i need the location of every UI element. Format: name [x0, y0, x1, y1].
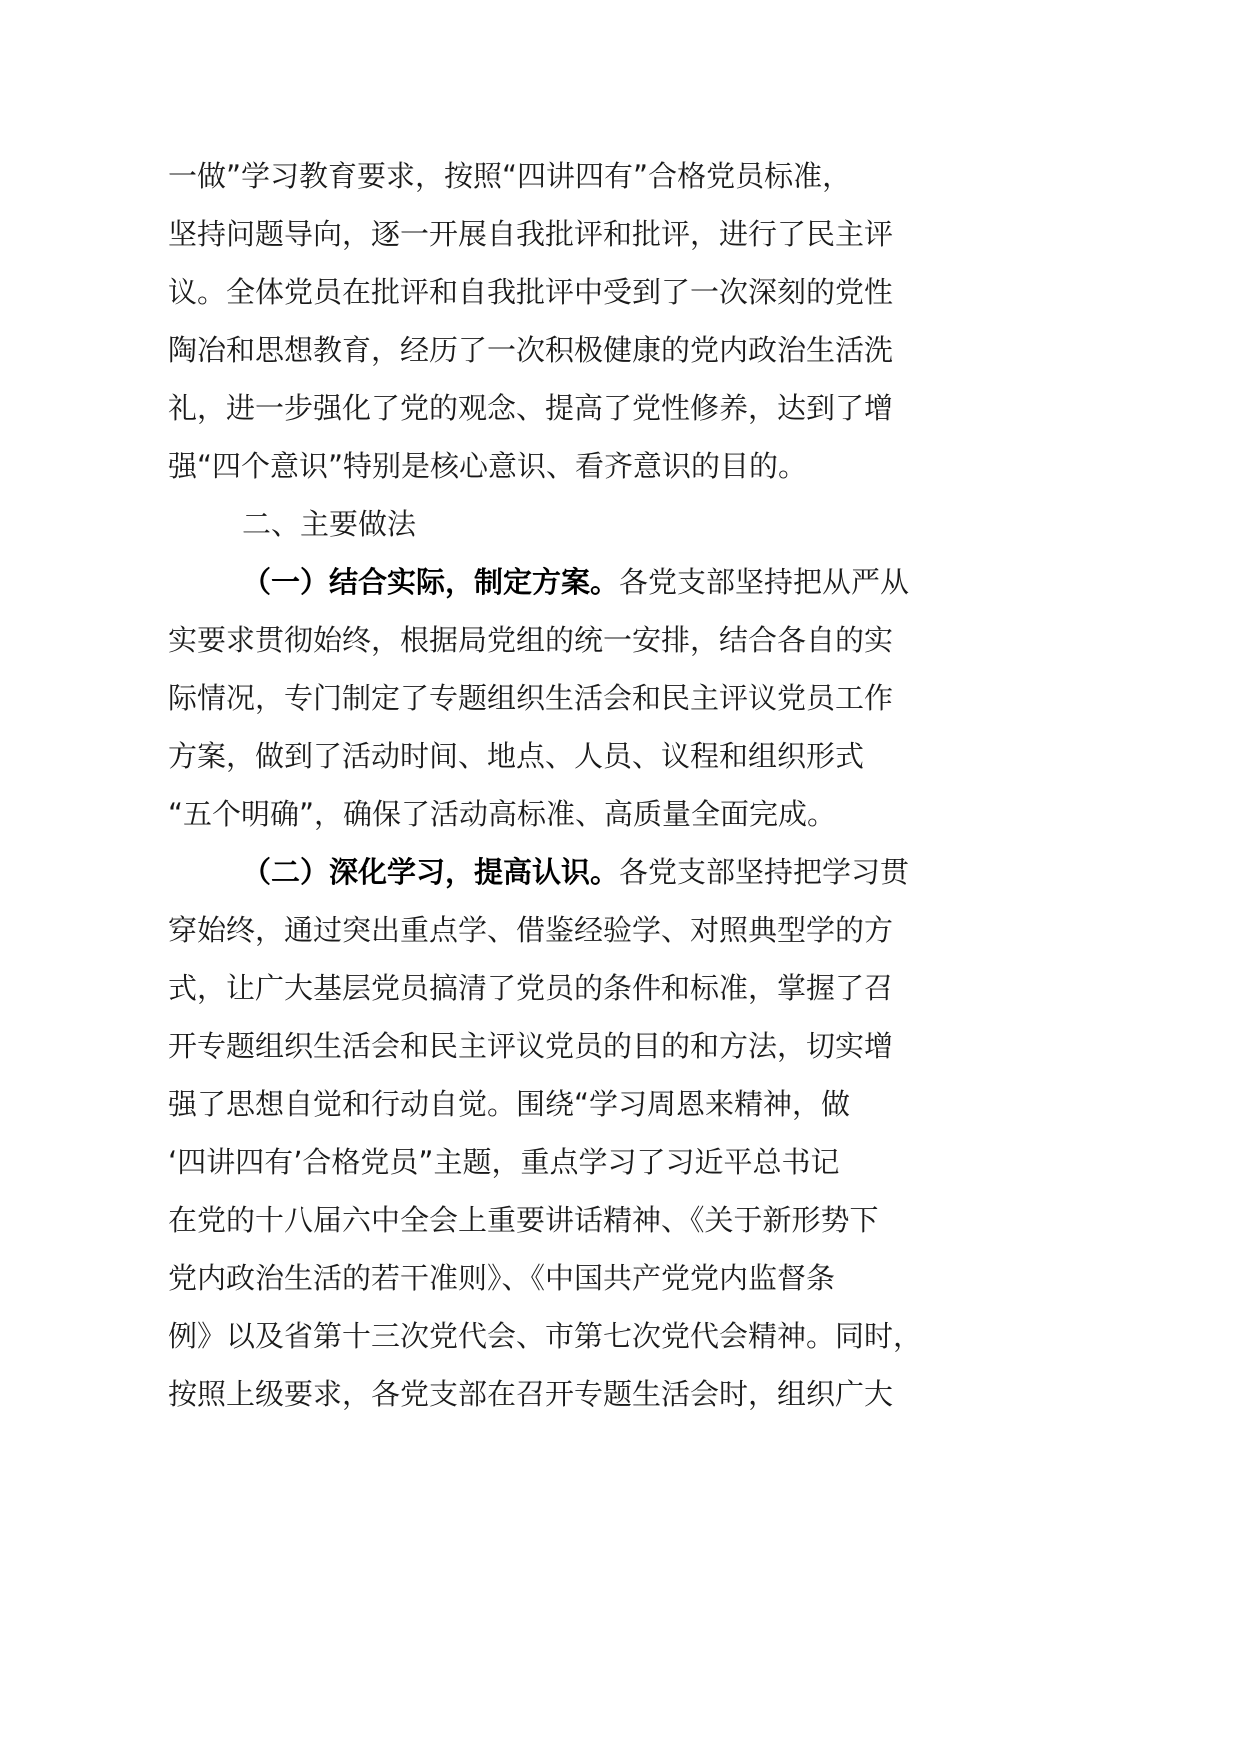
body-text-line: 例》以及省第十三次党代会、市第七次党代会精神。同时， [168, 1319, 923, 1353]
body-text-line: 党内政治生活的若干准则》、《中国共产党党内监督条 [168, 1261, 836, 1295]
body-text-line: 在党的十八届六中全会上重要讲话精神、《关于新形势下 [168, 1203, 879, 1237]
body-text-line: 强“四个意识”特别是核心意识、看齐意识的目的。 [168, 449, 808, 483]
body-text-line: 按照上级要求，各党支部在召开专题生活会时，组织广大 [168, 1377, 894, 1411]
body-text-line: “五个明确”，确保了活动高标准、高质量全面完成。 [168, 797, 837, 831]
subsection-first-line [242, 843, 909, 901]
body-text-span: 各党支部坚持把学习贯 [619, 855, 910, 889]
body-text-line: 一做”学习教育要求，按照“四讲四有”合格党员标准， [168, 159, 852, 193]
body-text-line: 方案，做到了活动时间、地点、人员、议程和组织形式 [168, 739, 865, 773]
body-text-line: 际情况，专门制定了专题组织生活会和民主评议党员工作 [168, 681, 894, 715]
body-text-line: 坚持问题导向，逐一开展自我批评和批评，进行了民主评 [168, 217, 894, 251]
subsection-first-line [242, 553, 909, 611]
body-text-line: 实要求贯彻始终，根据局党组的统一安排，结合各自的实 [168, 623, 894, 657]
body-text-line: 强了思想自觉和行动自觉。围绕“学习周恩来精神，做 [168, 1087, 851, 1121]
body-text-line: 议。全体党员在批评和自我批评中受到了一次深刻的党性 [168, 275, 894, 309]
body-text-line: 礼，进一步强化了党的观念、提高了党性修养，达到了增 [168, 391, 894, 425]
body-text-line: 式，让广大基层党员搞清了党员的条件和标准，掌握了召 [168, 971, 894, 1005]
subsection-heading: （二）深化学习，提高认识。 [242, 855, 620, 889]
body-text-span: 各党支部坚持把从严从 [619, 565, 910, 599]
body-text-line: ‘四讲四有’合格党员”主题，重点学习了习近平总书记 [168, 1145, 840, 1179]
body-text-line: 陶冶和思想教育，经历了一次积极健康的党内政治生活洗 [168, 333, 894, 367]
subsection-heading: （一）结合实际，制定方案。 [242, 565, 620, 599]
body-text-line: 开专题组织生活会和民主评议党员的目的和方法，切实增 [168, 1029, 894, 1063]
section-heading: 二、主要做法 [242, 507, 417, 541]
body-text-line: 穿始终，通过突出重点学、借鉴经验学、对照典型学的方 [168, 913, 894, 947]
